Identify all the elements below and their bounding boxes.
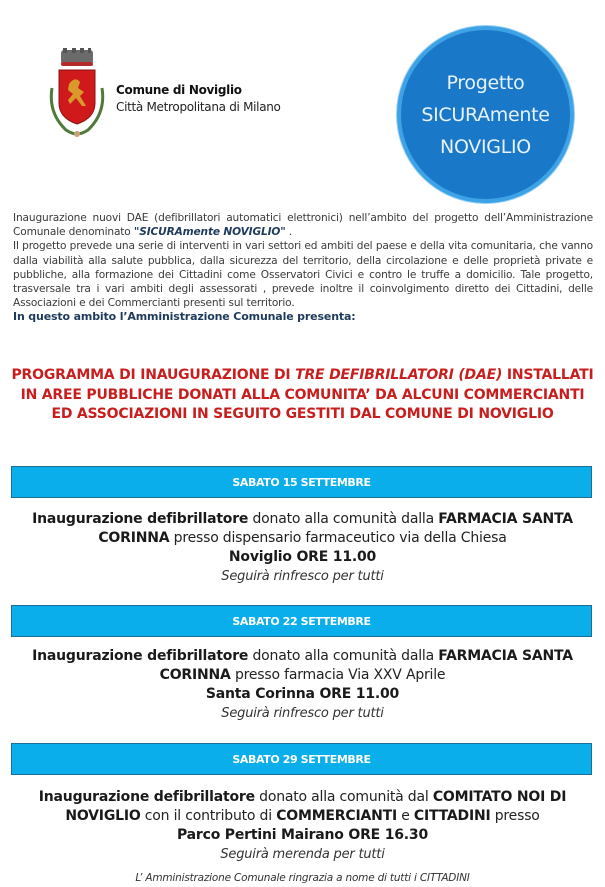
event-donor: FARMACIA SANTA CORINNA (159, 648, 573, 683)
event-place-time: Santa Corinna ORE 11.00 (205, 686, 400, 702)
event-donor: FARMACIA SANTA CORINNA (98, 511, 573, 546)
badge-line-2: SICURAmente (421, 103, 550, 126)
program-title (10, 366, 595, 425)
coat-of-arms-icon (42, 48, 112, 143)
event-text: presso farmacia Via XXV Aprile (230, 667, 446, 683)
program-title-a: PROGRAMMA DI INAUGURAZIONE DI (11, 367, 296, 383)
event-text: presso (490, 808, 540, 824)
event-place-time: Parco Pertini Mairano ORE 16.30 (176, 827, 428, 843)
event-date: SABATO 22 SETTEMBRE (232, 614, 371, 628)
event-note: Seguirà merenda per tutti (220, 847, 385, 862)
municipality-info (116, 82, 281, 116)
project-name: "SICURAmente NOVIGLIO" (133, 226, 286, 239)
municipality-name: Comune di Noviglio (116, 83, 242, 97)
date-bar-1 (11, 466, 592, 498)
intro-p1-b: . (285, 226, 293, 239)
project-badge (397, 26, 574, 203)
event-text: donato alla comunità dalla (248, 511, 439, 527)
date-bar-3 (11, 743, 592, 775)
event-title: Inaugurazione defibrillatore (38, 789, 255, 805)
intro-presenta: In questo ambito l’Amministrazione Comunale presenta: (13, 310, 356, 324)
event-text: e (396, 808, 414, 824)
event-1 (10, 510, 595, 586)
event-donor: COMMERCIANTI (276, 808, 397, 824)
event-date: SABATO 29 SETTEMBRE (232, 752, 371, 766)
footer-thanks: L’ Amministrazione Comunale ringrazia a nome di tutti i CITTADINI (135, 872, 470, 884)
intro-p1-a: Inaugurazione nuovi DAE (defibrillatori automatici elettronici) nell’ambito del progetto dell’Amministrazione Comunale denominato (13, 212, 593, 239)
event-2 (10, 647, 595, 723)
event-donor: CITTADINI (413, 808, 491, 824)
event-text: donato alla comunità dal (254, 789, 433, 805)
intro-p2: Il progetto prevede una serie di interventi in vari settori ed ambiti del paese e della vita comunitaria, che vanno dalla viabilità alla salute pubblica, dalla sicurezza del territorio, della circolazione e delle proprietà private e pubbliche, alla formazione dei Cittadini come Osservatori Civici e contro le truffe a domicilio. Tale progetto, trasversale tra i vari ambiti degli assessorati , prevede inoltre il coinvolgimento diretto dei Cittadini, delle Associazioni e dei Commercianti presenti sul territorio. (13, 240, 593, 310)
program-title-b: INSTALLATI IN AREE PUBBLICHE DONATI ALLA COMUNITA’ DA ALCUNI COMMERCIANTI ED ASSOCIAZIONI IN SEGUITO GESTITI DAL COMUNE DI NOVIGLIO (20, 367, 594, 422)
event-donor: COMITATO NOI DI NOVIGLIO (65, 789, 567, 824)
event-3 (10, 788, 595, 864)
event-text: con il contributo di (140, 808, 277, 824)
event-note: Seguirà rinfresco per tutti (221, 706, 384, 721)
header (0, 0, 605, 200)
program-title-italic: TRE DEFIBRILLATORI (DAE) (295, 367, 503, 383)
event-place-time: Noviglio ORE 11.00 (228, 549, 377, 565)
badge-line-1: Progetto (446, 71, 525, 94)
event-text: presso dispensario farmaceutico via della Chiesa (169, 530, 507, 546)
intro-text (13, 211, 593, 325)
event-date: SABATO 15 SETTEMBRE (232, 475, 371, 489)
event-title: Inaugurazione defibrillatore (32, 648, 249, 664)
badge-line-3: NOVIGLIO (440, 135, 531, 158)
event-note: Seguirà rinfresco per tutti (221, 569, 384, 584)
event-text: donato alla comunità dalla (248, 648, 439, 664)
event-title: Inaugurazione defibrillatore (32, 511, 249, 527)
date-bar-2 (11, 605, 592, 637)
municipality-subtitle: Città Metropolitana di Milano (116, 100, 281, 114)
